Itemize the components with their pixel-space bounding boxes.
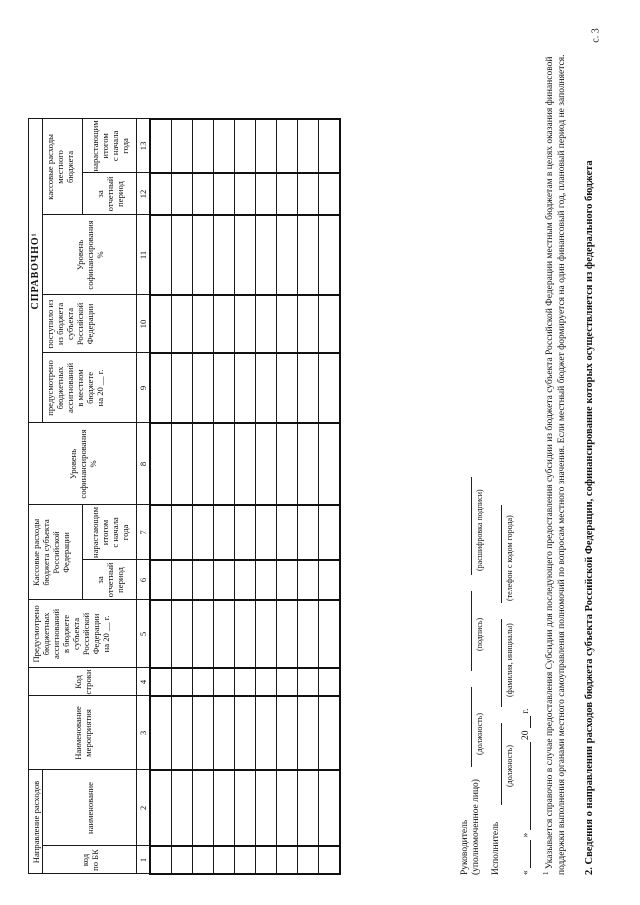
column-number: 13: [137, 119, 151, 173]
table-cell[interactable]: [319, 770, 341, 846]
footnote-mark: 1: [542, 871, 550, 875]
caption-decoding: (расшифровка подписи): [475, 489, 484, 571]
table-cell[interactable]: [193, 770, 214, 846]
table-cell[interactable]: [298, 696, 319, 770]
table-cell[interactable]: [235, 215, 256, 295]
table-cell[interactable]: [214, 505, 235, 560]
table-cell[interactable]: [277, 505, 298, 560]
table-cell[interactable]: [319, 423, 341, 505]
header-row-code: Код строки: [29, 668, 137, 696]
table-cell[interactable]: [298, 668, 319, 696]
date-field: [520, 709, 531, 875]
table-cell[interactable]: [298, 505, 319, 560]
table-cell[interactable]: [298, 846, 319, 874]
rotated-form: [20, 25, 620, 885]
table-cell[interactable]: [150, 505, 172, 560]
table-cell[interactable]: [256, 600, 277, 668]
table-cell[interactable]: [256, 295, 277, 353]
header-planned-budget: Предусмотрено бюджетных ассигнований в бюджете субъекта Российской Федерации на 20 __ г.: [29, 600, 137, 668]
header-planned-local: предусмотрено бюджетных ассигнований в местном бюджете на 20 __ г.: [43, 353, 137, 423]
head-signature-line[interactable]: [461, 591, 472, 671]
table-cell[interactable]: [277, 353, 298, 423]
table-cell[interactable]: [235, 668, 256, 696]
table-cell[interactable]: [150, 173, 172, 215]
table-cell[interactable]: [172, 770, 193, 846]
table-cell[interactable]: [172, 295, 193, 353]
column-number: 12: [137, 173, 151, 215]
table-cell[interactable]: [150, 295, 172, 353]
table-cell[interactable]: [235, 600, 256, 668]
table-cell[interactable]: [256, 215, 277, 295]
table-cell[interactable]: [277, 560, 298, 600]
table-cell[interactable]: [319, 600, 341, 668]
table-cell[interactable]: [277, 173, 298, 215]
executor-phone-line[interactable]: [491, 505, 502, 603]
table-cell[interactable]: [150, 119, 172, 173]
caption-signature: (подпись): [475, 617, 484, 651]
table-cell[interactable]: [277, 600, 298, 668]
table-cell[interactable]: [256, 696, 277, 770]
table-cell[interactable]: [277, 423, 298, 505]
table-cell[interactable]: [319, 215, 341, 295]
table-cell[interactable]: [214, 696, 235, 770]
table-cell[interactable]: [214, 173, 235, 215]
table-cell[interactable]: [214, 668, 235, 696]
table-cell[interactable]: [214, 423, 235, 505]
date-year-suffix: г.: [521, 708, 531, 714]
table-cell[interactable]: [298, 770, 319, 846]
table-cell[interactable]: [193, 668, 214, 696]
table-cell[interactable]: [150, 600, 172, 668]
header-cofinancing-level-2: Уровень софинансирования %: [43, 215, 137, 295]
column-number: 3: [137, 696, 151, 770]
table-cell[interactable]: [150, 696, 172, 770]
column-number: 7: [137, 505, 151, 560]
header-cumulative: нарастающим итогом с начала года: [83, 505, 137, 560]
table-cell[interactable]: [172, 505, 193, 560]
expense-table: [28, 118, 341, 875]
header-code-bk: код по БК: [43, 846, 137, 874]
table-cell[interactable]: [172, 119, 193, 173]
table-cell[interactable]: [235, 353, 256, 423]
table-cell[interactable]: [193, 173, 214, 215]
table-cell[interactable]: [256, 560, 277, 600]
table-cell[interactable]: [298, 600, 319, 668]
date-day-line[interactable]: [520, 840, 531, 868]
column-number: 2: [137, 770, 151, 846]
table-cell[interactable]: [298, 119, 319, 173]
table-cell[interactable]: [298, 423, 319, 505]
table-cell[interactable]: [214, 215, 235, 295]
header-reference: СПРАВОЧНО¹: [29, 119, 43, 423]
table-cell[interactable]: [256, 119, 277, 173]
table-cell[interactable]: [277, 696, 298, 770]
table-cell[interactable]: [235, 173, 256, 215]
table-cell[interactable]: [256, 668, 277, 696]
table-cell[interactable]: [193, 353, 214, 423]
table-cell[interactable]: [193, 505, 214, 560]
header-event-name: Наименование мероприятия: [29, 696, 137, 770]
table-cell[interactable]: [256, 770, 277, 846]
header-cash-region: Кассовые расходы бюджета субъекта Российской Федерации: [29, 505, 83, 600]
table-cell[interactable]: [193, 696, 214, 770]
table-cell[interactable]: [277, 215, 298, 295]
table-cell[interactable]: [172, 846, 193, 874]
column-number: 4: [137, 668, 151, 696]
header-for-period-2: за отчетный период: [83, 173, 137, 215]
table-cell[interactable]: [319, 846, 341, 874]
table-cell[interactable]: [214, 560, 235, 600]
table-cell[interactable]: [277, 295, 298, 353]
table-cell[interactable]: [256, 505, 277, 560]
table-cell[interactable]: [214, 846, 235, 874]
section-title: 2. Сведения о направлении расходов бюджета субъекта Российской Федерации, софинансирование которых осуществляется из федерального бюджета: [584, 160, 595, 875]
footnote-text: Указывается справочно в случае предоставления Субсидии для последующего предоставления субсидии из бюджета субъекта Российской Федерации местным бюджетам в целях оказания финансовой поддержки выполнения органами местного самоуправления полномочий по вопросам местного значения. Если местный бюджет формируется на один финансовый год, плановый период не заполняется.: [545, 54, 568, 875]
table-cell[interactable]: [256, 353, 277, 423]
table-cell[interactable]: [214, 770, 235, 846]
table-cell[interactable]: [298, 173, 319, 215]
page-number: с. 3: [590, 28, 602, 43]
column-number: 10: [137, 295, 151, 353]
table-cell[interactable]: [277, 770, 298, 846]
table-cell[interactable]: [235, 423, 256, 505]
table-cell[interactable]: [298, 295, 319, 353]
table-cell[interactable]: [172, 668, 193, 696]
table-cell[interactable]: [193, 560, 214, 600]
caption-position-2: (должность): [505, 745, 514, 787]
table-cell[interactable]: [214, 295, 235, 353]
caption-fio: (фамилия, инициалы): [505, 623, 514, 697]
table-cell[interactable]: [214, 353, 235, 423]
column-number: 9: [137, 353, 151, 423]
date-month-line[interactable]: [520, 742, 531, 830]
table-cell[interactable]: [319, 173, 341, 215]
executor-label: Исполнитель: [491, 821, 501, 875]
caption-position: (должность): [475, 713, 484, 755]
table-cell[interactable]: [235, 560, 256, 600]
table-cell[interactable]: [150, 353, 172, 423]
table-cell[interactable]: [172, 353, 193, 423]
table-cell[interactable]: [150, 215, 172, 295]
table-cell[interactable]: [235, 770, 256, 846]
caption-phone: (телефон с кодом города): [505, 515, 514, 601]
table-cell[interactable]: [150, 846, 172, 874]
column-number: 11: [137, 215, 151, 295]
table-cell[interactable]: [235, 846, 256, 874]
table-cell[interactable]: [235, 119, 256, 173]
table-cell[interactable]: [172, 173, 193, 215]
header-for-period: за отчетный период: [83, 560, 137, 600]
table-cell[interactable]: [277, 119, 298, 173]
table-cell[interactable]: [235, 295, 256, 353]
table-cell[interactable]: [256, 173, 277, 215]
table-cell[interactable]: [235, 696, 256, 770]
date-open-quote: «: [521, 870, 531, 875]
table-cell[interactable]: [214, 600, 235, 668]
table-cell[interactable]: [150, 770, 172, 846]
table-cell[interactable]: [150, 668, 172, 696]
table-cell[interactable]: [193, 215, 214, 295]
column-number: 1: [137, 846, 151, 874]
table-cell[interactable]: [277, 846, 298, 874]
table-cell[interactable]: [172, 423, 193, 505]
table-cell[interactable]: [319, 696, 341, 770]
table-cell[interactable]: [172, 215, 193, 295]
table-cell[interactable]: [319, 505, 341, 560]
table-cell[interactable]: [319, 119, 341, 173]
table-cell[interactable]: [298, 215, 319, 295]
table-cell[interactable]: [193, 119, 214, 173]
table-cell[interactable]: [150, 560, 172, 600]
header-direction-name: наименование: [43, 770, 137, 846]
date-year-prefix: 20: [521, 730, 531, 740]
table-cell[interactable]: [319, 560, 341, 600]
table-cell[interactable]: [298, 353, 319, 423]
footnote: [540, 45, 568, 875]
column-number: 6: [137, 560, 151, 600]
executor-position-line[interactable]: [491, 723, 502, 805]
table-cell[interactable]: [256, 846, 277, 874]
column-number: 8: [137, 423, 151, 505]
table-cell[interactable]: [277, 668, 298, 696]
executor-fio-line[interactable]: [491, 619, 502, 707]
date-close-quote: »: [521, 832, 531, 838]
header-direction: Направление расходов: [29, 770, 43, 874]
column-number: 5: [137, 600, 151, 668]
table-cell[interactable]: [193, 295, 214, 353]
table-cell[interactable]: [193, 423, 214, 505]
table-cell[interactable]: [235, 505, 256, 560]
table-cell[interactable]: [172, 600, 193, 668]
table-cell[interactable]: [150, 423, 172, 505]
table-cell[interactable]: [319, 668, 341, 696]
header-cash-local: кассовые расходы местного бюджета: [43, 119, 83, 215]
table-cell[interactable]: [193, 600, 214, 668]
header-cumulative-2: нарастающим итогом с начала года: [83, 119, 137, 173]
table-cell[interactable]: [319, 295, 341, 353]
table-cell[interactable]: [172, 560, 193, 600]
table-cell[interactable]: [193, 846, 214, 874]
table-cell[interactable]: [256, 423, 277, 505]
table-cell[interactable]: [214, 119, 235, 173]
table-cell[interactable]: [172, 696, 193, 770]
head-position-line[interactable]: [461, 687, 472, 767]
header-received: поступило из из бюджета субъекта Российской Федерации: [43, 295, 137, 353]
head-label: Руководитель (уполномоченное лицо): [460, 779, 481, 875]
head-decoding-line[interactable]: [461, 477, 472, 575]
table-cell[interactable]: [319, 353, 341, 423]
date-year-line[interactable]: [520, 716, 531, 728]
table-cell[interactable]: [298, 560, 319, 600]
header-cofinancing-level: Уровень софинансирования %: [29, 423, 137, 505]
